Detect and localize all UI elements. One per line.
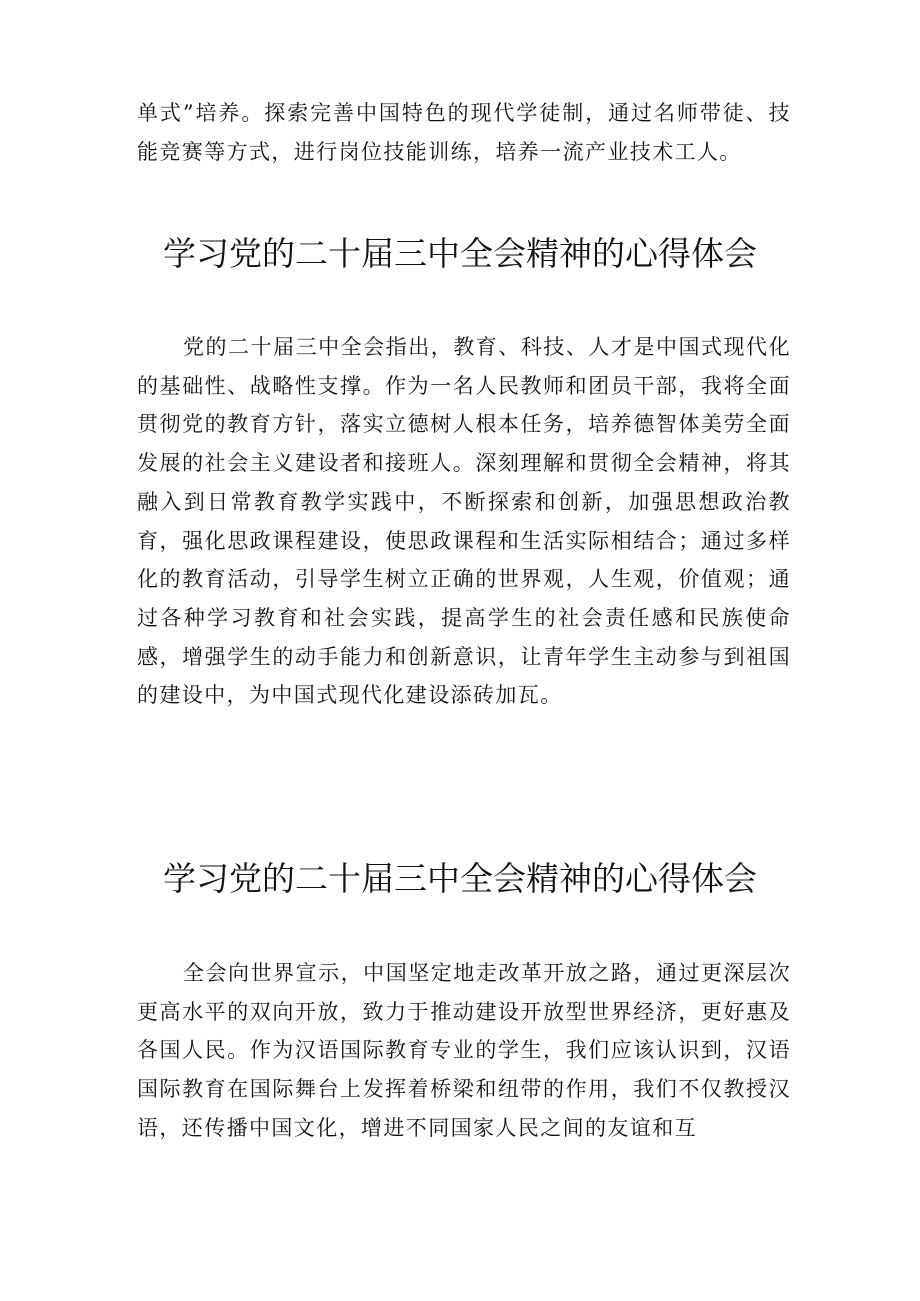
section-title: 学习党的二十届三中全会精神的心得体会 bbox=[163, 859, 757, 898]
section-body: 全会向世界宣示，中国坚定地走改革开放之路，通过更深层次更高水平的双向开放，致力于推动建设开放型世界经济，更好惠及各国人民。作为汉语国际教育专业的学生，我们应该认识到，汉语国际教育在国际舞台上发挥着桥梁和纽带的作用，我们不仅教授汉语，还传播中国文化，增进不同国家人民之间的友谊和互 bbox=[137, 961, 791, 1140]
section-title: 学习党的二十届三中全会精神的心得体会 bbox=[163, 234, 757, 273]
intro-paragraph: 单式”培养。探索完善中国特色的现代学徒制，通过名师带徒、技能竞赛等方式，进行岗位技能训练，培养一流产业技术工人。 bbox=[137, 101, 791, 164]
section-body: 党的二十届三中全会指出，教育、科技、人才是中国式现代化的基础性、战略性支撑。作为一名人民教师和团员干部，我将全面贯彻党的教育方针，落实立德树人根本任务，培养德智体美劳全面发展的社会主义建设者和接班人。深刻理解和贯彻全会精神，将其融入到日常教育教学实践中，不断探索和创新，加强思想政治教育，强化思政课程建设，使思政课程和生活实际相结合；通过多样化的教育活动，引导学生树立正确的世界观，人生观，价值观；通过各种学习教育和社会实践，提高学生的社会责任感和民族使命感，增强学生的动手能力和创新意识，让青年学生主动参与到祖国的建设中，为中国式现代化建设添砖加瓦。 bbox=[137, 335, 791, 708]
